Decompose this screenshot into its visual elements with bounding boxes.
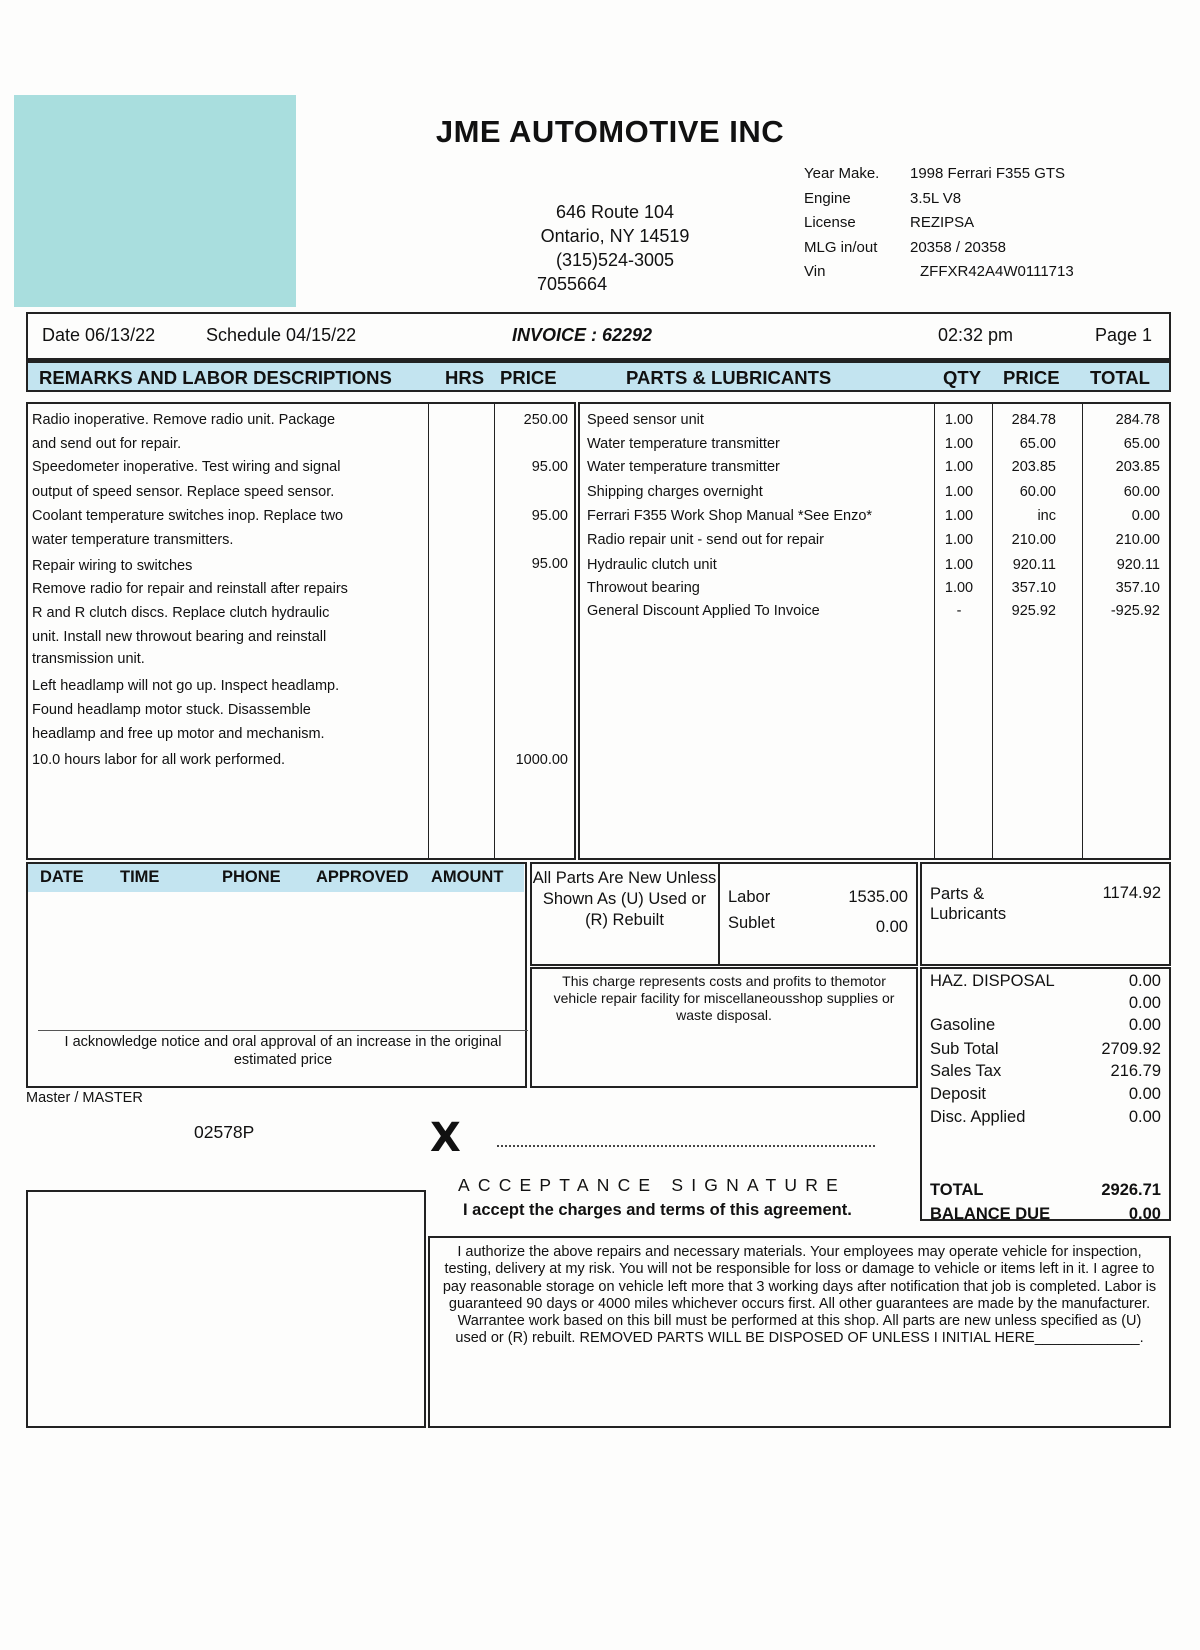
part-qty: - bbox=[956, 603, 962, 619]
grand-total-row bbox=[930, 1181, 1161, 1203]
part-total: 0.00 bbox=[1131, 508, 1160, 524]
part-price: inc bbox=[1037, 508, 1056, 524]
labor-label: Labor bbox=[728, 888, 771, 906]
totals-label: Sales Tax bbox=[930, 1062, 1002, 1080]
labor-table bbox=[26, 402, 576, 860]
shop-phone: (315)524-3005 bbox=[555, 250, 675, 270]
part-desc: Speed sensor unit bbox=[587, 412, 704, 428]
labor-line: Speedometer inoperative. Test wiring and signal bbox=[32, 459, 341, 475]
part-qty: 1.00 bbox=[944, 484, 974, 500]
labor-price: 95.00 bbox=[531, 459, 568, 475]
totals-row bbox=[930, 994, 1161, 1016]
parts-row bbox=[580, 484, 1169, 506]
labor-price: 95.00 bbox=[531, 508, 568, 524]
labor-total: 1535.00 bbox=[848, 888, 908, 906]
parts-row bbox=[580, 580, 1169, 602]
column-divider bbox=[428, 404, 429, 858]
part-price: 920.11 bbox=[1012, 557, 1056, 573]
labor-line: transmission unit. bbox=[32, 651, 145, 667]
parts-summary-value: 1174.92 bbox=[1102, 884, 1161, 902]
grand-total-value: 2926.71 bbox=[1101, 1181, 1161, 1199]
balance-due-label: BALANCE DUE bbox=[930, 1205, 1051, 1223]
grand-total-label: TOTAL bbox=[930, 1181, 984, 1199]
parts-summary-label: Parts & Lubricants bbox=[930, 885, 1007, 923]
invoice-time: 02:32 pm bbox=[938, 325, 1014, 345]
labor-line: 10.0 hours labor for all work performed. bbox=[32, 752, 286, 768]
account-number: 7055664 bbox=[537, 274, 608, 294]
part-qty: 1.00 bbox=[944, 532, 974, 548]
part-price: 925.92 bbox=[1011, 603, 1056, 619]
column-header-bar bbox=[26, 360, 1171, 392]
labor-line: unit. Install new throwout bearing and reinstall bbox=[32, 629, 327, 645]
totals-value: 0.00 bbox=[1128, 972, 1161, 990]
part-price: 203.85 bbox=[1011, 459, 1056, 475]
part-total: 920.11 bbox=[1116, 557, 1160, 573]
totals-value: 0.00 bbox=[1128, 1016, 1161, 1034]
schedule-date: Schedule 04/15/22 bbox=[206, 325, 357, 345]
remarks-header: REMARKS AND LABOR DESCRIPTIONS bbox=[39, 367, 392, 388]
part-total: 210.00 bbox=[1115, 532, 1160, 548]
parts-row bbox=[580, 557, 1169, 579]
part-qty: 1.00 bbox=[944, 436, 974, 452]
totals-row bbox=[930, 1108, 1161, 1130]
approval-phone-header: PHONE bbox=[222, 868, 281, 886]
part-desc: Hydraulic clutch unit bbox=[587, 557, 717, 573]
invoice-header bbox=[26, 312, 1171, 360]
part-price: 210.00 bbox=[1011, 532, 1056, 548]
labor-line: Found headlamp motor stuck. Disassemble bbox=[32, 702, 311, 718]
invoice-number: INVOICE : 62292 bbox=[512, 325, 653, 345]
sticky-note bbox=[14, 95, 296, 307]
totals-label: Gasoline bbox=[930, 1016, 996, 1034]
labor-price: 1000.00 bbox=[515, 752, 568, 768]
vehicle-value: 20358 / 20358 bbox=[910, 238, 1006, 256]
address-line1: 646 Route 104 bbox=[555, 202, 675, 222]
vehicle-value: 3.5L V8 bbox=[910, 189, 962, 207]
part-total: 65.00 bbox=[1123, 436, 1160, 452]
totals-row bbox=[930, 1040, 1161, 1062]
invoice-date: Date 06/13/22 bbox=[42, 325, 156, 345]
totals-label: Deposit bbox=[930, 1085, 986, 1103]
labor-price: 250.00 bbox=[523, 412, 568, 428]
sublet-label: Sublet bbox=[728, 914, 775, 932]
signature-line[interactable] bbox=[497, 1145, 875, 1147]
parts-header: PARTS & LUBRICANTS bbox=[626, 367, 832, 388]
parts-row bbox=[580, 436, 1169, 458]
total-header: TOTAL bbox=[1090, 367, 1150, 388]
signature-mark: X bbox=[430, 1115, 461, 1161]
labor-line: water temperature transmitters. bbox=[32, 532, 234, 548]
totals-label: Disc. Applied bbox=[930, 1108, 1026, 1126]
part-total: -925.92 bbox=[1110, 603, 1160, 619]
approval-date-header: DATE bbox=[40, 868, 84, 886]
vehicle-label: Year Make. bbox=[804, 165, 880, 182]
totals-row bbox=[930, 972, 1161, 994]
vehicle-label: License bbox=[804, 214, 856, 231]
part-desc: Ferrari F355 Work Shop Manual *See Enzo* bbox=[587, 508, 873, 524]
part-price: 60.00 bbox=[1019, 484, 1056, 500]
terms-text: I authorize the above repairs and necessary materials. Your employees may operate vehicle for inspection, testing, delivery at my risk. You will not be responsible for loss or damage to vehicle or items left in it. I agree to pay reasonable storage on vehicle left more that 3 working days after notification that job is completed. Labor is guaranteed 90 days or 4000 miles whichever occurs first. All other guarantees are made by the manufacturer. Warrantee work based on this bill must be performed at this shop. All parts are new unless specified as (U) used or (R) rebuilt. REMOVED PARTS WILL BE DISPOSED OF UNLESS I INITIAL HERE_____________. bbox=[428, 1236, 1171, 1428]
approval-approved-header: APPROVED bbox=[316, 868, 409, 886]
parts-price-header: PRICE bbox=[1003, 367, 1060, 388]
page-number: Page 1 bbox=[1095, 325, 1153, 345]
approval-box bbox=[26, 862, 527, 1088]
totals-row bbox=[930, 1062, 1161, 1084]
totals-row bbox=[930, 1016, 1161, 1038]
blank-box bbox=[26, 1190, 426, 1428]
approval-amount-header: AMOUNT bbox=[431, 868, 504, 886]
totals-value: 2709.92 bbox=[1101, 1040, 1161, 1058]
new-parts-note: All Parts Are New Unless Shown As (U) Used or (R) Rebuilt bbox=[532, 869, 717, 929]
acknowledge-text: I acknowledge notice and oral approval of an increase in the original estimated price bbox=[38, 1030, 528, 1069]
labor-line: Coolant temperature switches inop. Replace two bbox=[32, 508, 344, 524]
vehicle-value: ZFFXR42A4W0111713 bbox=[920, 263, 1074, 280]
totals-value: 0.00 bbox=[1128, 994, 1161, 1012]
part-price: 65.00 bbox=[1019, 436, 1056, 452]
vehicle-value: 1998 Ferrari F355 GTS bbox=[910, 165, 1066, 182]
balance-due-row bbox=[930, 1205, 1161, 1227]
parts-summary-box bbox=[920, 862, 1171, 966]
part-qty: 1.00 bbox=[944, 580, 974, 596]
part-total: 284.78 bbox=[1115, 412, 1160, 428]
charge-note: This charge represents costs and profits to themotor vehicle repair facility for miscellaneousshop supplies or waste disposal. bbox=[530, 967, 918, 1088]
part-desc: General Discount Applied To Invoice bbox=[587, 603, 820, 619]
totals-label: Sub Total bbox=[930, 1040, 999, 1058]
part-qty: 1.00 bbox=[944, 508, 974, 524]
labor-line: output of speed sensor. Replace speed sensor. bbox=[32, 484, 335, 500]
balance-due-value: 0.00 bbox=[1128, 1205, 1161, 1223]
part-price: 284.78 bbox=[1011, 412, 1056, 428]
parts-row bbox=[580, 508, 1169, 530]
vehicle-value: REZIPSA bbox=[910, 214, 975, 231]
vehicle-label: Vin bbox=[804, 263, 826, 280]
price-header: PRICE bbox=[500, 367, 557, 388]
part-qty: 1.00 bbox=[944, 459, 974, 475]
labor-line: and send out for repair. bbox=[32, 436, 182, 452]
acceptance-title: ACCEPTANCE SIGNATURE bbox=[458, 1175, 846, 1195]
labor-summary-box bbox=[530, 862, 918, 966]
totals-row bbox=[930, 1085, 1161, 1107]
part-price: 357.10 bbox=[1011, 580, 1056, 596]
totals-value: 0.00 bbox=[1128, 1085, 1161, 1103]
part-desc: Radio repair unit - send out for repair bbox=[587, 532, 824, 548]
parts-row bbox=[580, 412, 1169, 434]
totals-label: HAZ. DISPOSAL bbox=[930, 972, 1055, 990]
column-divider bbox=[718, 864, 720, 964]
parts-row bbox=[580, 603, 1169, 625]
labor-line: Radio inoperative. Remove radio unit. Package bbox=[32, 412, 336, 428]
labor-line: Remove radio for repair and reinstall after repairs bbox=[32, 581, 348, 597]
part-total: 60.00 bbox=[1123, 484, 1160, 500]
qty-header: QTY bbox=[943, 367, 982, 388]
labor-line: headlamp and free up motor and mechanism. bbox=[32, 726, 325, 742]
part-total: 357.10 bbox=[1115, 580, 1160, 596]
sublet-total: 0.00 bbox=[875, 918, 908, 936]
payment-method: Master / MASTER bbox=[26, 1090, 143, 1106]
totals-value: 216.79 bbox=[1110, 1062, 1161, 1080]
totals-box bbox=[920, 967, 1171, 1221]
part-qty: 1.00 bbox=[944, 412, 974, 428]
vehicle-label: Engine bbox=[804, 189, 851, 207]
part-desc: Shipping charges overnight bbox=[587, 484, 763, 500]
part-desc: Water temperature transmitter bbox=[587, 459, 780, 475]
acceptance-subtitle: I accept the charges and terms of this agreement. bbox=[463, 1201, 852, 1219]
part-desc: Throwout bearing bbox=[587, 580, 700, 596]
address-line2: Ontario, NY 14519 bbox=[540, 226, 690, 246]
parts-table bbox=[578, 402, 1171, 860]
labor-line: R and R clutch discs. Replace clutch hydraulic bbox=[32, 605, 330, 621]
hrs-header: HRS bbox=[445, 367, 485, 388]
labor-price: 95.00 bbox=[531, 556, 568, 572]
part-total: 203.85 bbox=[1115, 459, 1160, 475]
shop-address bbox=[515, 200, 715, 296]
labor-line: Repair wiring to switches bbox=[32, 558, 193, 574]
vehicle-label: MLG in/out bbox=[804, 238, 878, 256]
parts-row bbox=[580, 459, 1169, 481]
totals-value: 0.00 bbox=[1128, 1108, 1161, 1126]
approval-time-header: TIME bbox=[120, 868, 160, 886]
approval-header bbox=[28, 864, 524, 892]
part-qty: 1.00 bbox=[944, 557, 974, 573]
vehicle-info bbox=[804, 162, 1074, 285]
shop-name: JME AUTOMOTIVE INC bbox=[435, 114, 785, 149]
parts-row bbox=[580, 532, 1169, 554]
part-desc: Water temperature transmitter bbox=[587, 436, 780, 452]
payment-code: 02578P bbox=[194, 1122, 255, 1142]
labor-line: Left headlamp will not go up. Inspect headlamp. bbox=[32, 678, 340, 694]
